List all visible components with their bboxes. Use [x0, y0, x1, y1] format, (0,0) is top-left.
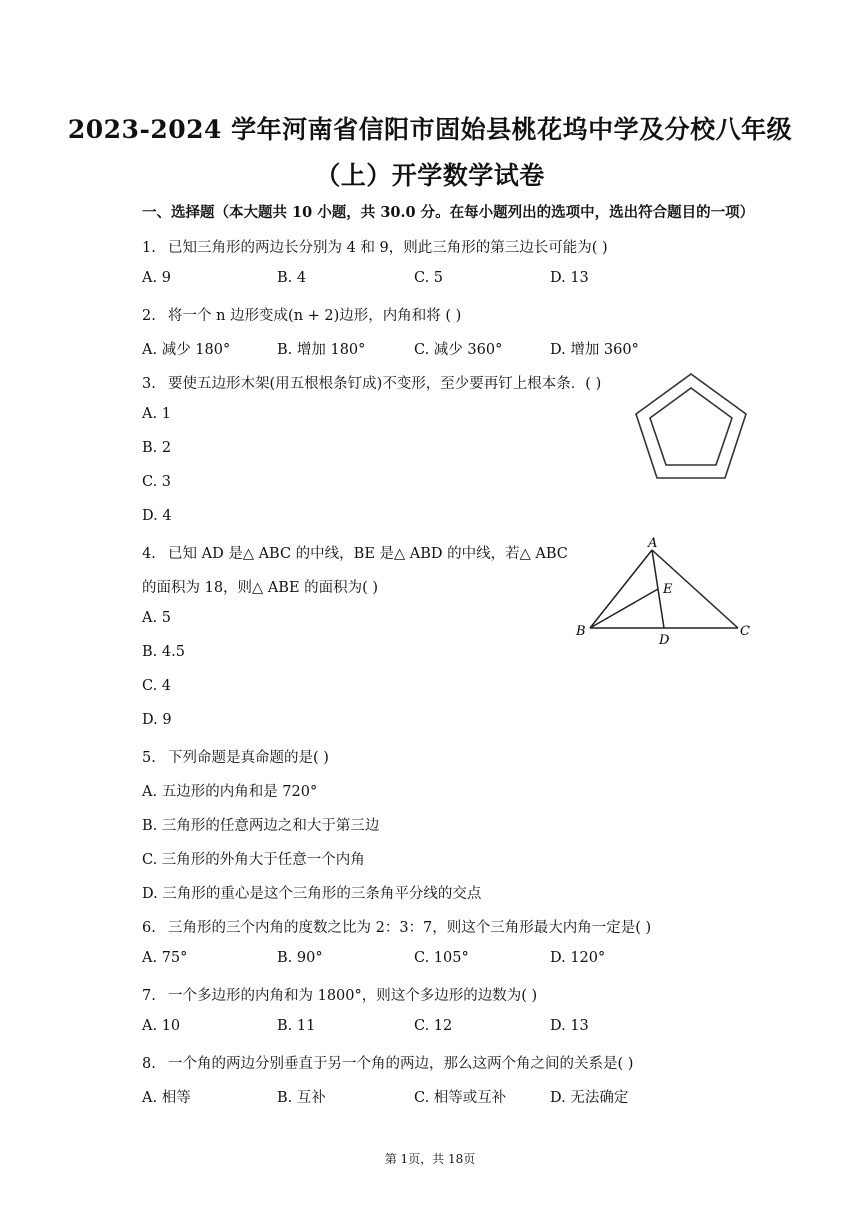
q6-option-c: C. 105° — [414, 950, 469, 966]
label-c: C — [740, 624, 750, 639]
q2-option-c: C. 减少 360° — [414, 342, 503, 358]
document-title-line1: 2023-2024 学年河南省信阳市固始县桃花坞中学及分校八年级 — [67, 115, 793, 144]
q7-option-a: A. 10 — [142, 1018, 181, 1034]
q6-option-a: A. 75° — [142, 950, 188, 966]
q8-option-d: D. 无法确定 — [550, 1090, 629, 1106]
q4-option-c: C. 4 — [142, 678, 172, 694]
q4-option-d: D. 9 — [142, 712, 172, 728]
q5-option-a: A. 五边形的内角和是 720° — [142, 784, 318, 800]
q8-option-b: B. 互补 — [277, 1090, 326, 1106]
q1-option-a: A. 9 — [142, 270, 171, 286]
label-d: D — [659, 633, 670, 648]
q7-option-d: D. 13 — [550, 1018, 589, 1034]
label-a: A — [648, 536, 658, 551]
q5-option-c: C. 三角形的外角大于任意一个内角 — [142, 852, 365, 868]
q5-option-b: B. 三角形的任意两边之和大于第三边 — [142, 818, 380, 834]
q7-option-c: C. 12 — [414, 1018, 453, 1034]
question-7: 7. 一个多边形的内角和为 1800°，则这个多边形的边数为( ) — [142, 988, 538, 1004]
page-footer: 第 1页，共 18页 — [384, 1152, 476, 1166]
label-b: B — [576, 624, 586, 639]
pentagon-frame-figure — [628, 368, 754, 488]
q4-option-a: A. 5 — [142, 610, 171, 626]
q3-option-b: B. 2 — [142, 440, 172, 456]
section-heading: 一、选择题（本大题共 10 小题，共 30.0 分。在每小题列出的选项中，选出符合题目的一项） — [142, 204, 755, 221]
q3-option-c: C. 3 — [142, 474, 172, 490]
q1-option-b: B. 4 — [277, 270, 307, 286]
question-5: 5. 下列命题是真命题的是( ) — [142, 750, 329, 766]
question-6: 6. 三角形的三个内角的度数之比为 2：3：7，则这个三角形最大内角一定是( ) — [142, 920, 652, 936]
q8-option-c: C. 相等或互补 — [414, 1090, 507, 1106]
q1-option-c: C. 5 — [414, 270, 444, 286]
q3-option-a: A. 1 — [142, 406, 171, 422]
question-3: 3. 要使五边形木架(用五根根条钉成)不变形，至少要再钉上根本条．( ) — [142, 376, 602, 392]
q6-option-d: D. 120° — [550, 950, 606, 966]
document-title-line2: （上）开学数学试卷 — [315, 161, 545, 190]
q8-option-a: A. 相等 — [142, 1090, 191, 1106]
triangle-abc-figure — [568, 534, 760, 650]
q1-option-d: D. 13 — [550, 270, 589, 286]
q2-option-d: D. 增加 360° — [550, 342, 639, 358]
median-be — [590, 589, 658, 628]
q5-option-d: D. 三角形的重心是这个三角形的三条角平分线的交点 — [142, 886, 482, 902]
question-4-line2: 的面积为 18，则△ ABE 的面积为( ) — [142, 580, 379, 596]
q2-option-a: A. 减少 180° — [142, 342, 231, 358]
q4-option-b: B. 4.5 — [142, 644, 185, 660]
question-1: 1. 已知三角形的两边长分别为 4 和 9，则此三角形的第三边长可能为( ) — [142, 240, 608, 256]
q3-option-d: D. 4 — [142, 508, 172, 524]
label-e: E — [663, 582, 673, 597]
question-8: 8. 一个角的两边分别垂直于另一个角的两边，那么这两个角之间的关系是( ) — [142, 1056, 634, 1072]
q2-option-b: B. 增加 180° — [277, 342, 366, 358]
q6-option-b: B. 90° — [277, 950, 323, 966]
q7-option-b: B. 11 — [277, 1018, 316, 1034]
side-ab — [590, 550, 652, 628]
question-2: 2. 将一个 n 边形变成(n + 2)边形，内角和将 ( ) — [142, 308, 462, 324]
question-4: 4. 已知 AD 是△ ABC 的中线，BE 是△ ABD 的中线，若△ ABC — [142, 546, 568, 562]
inner-pentagon — [650, 388, 732, 465]
